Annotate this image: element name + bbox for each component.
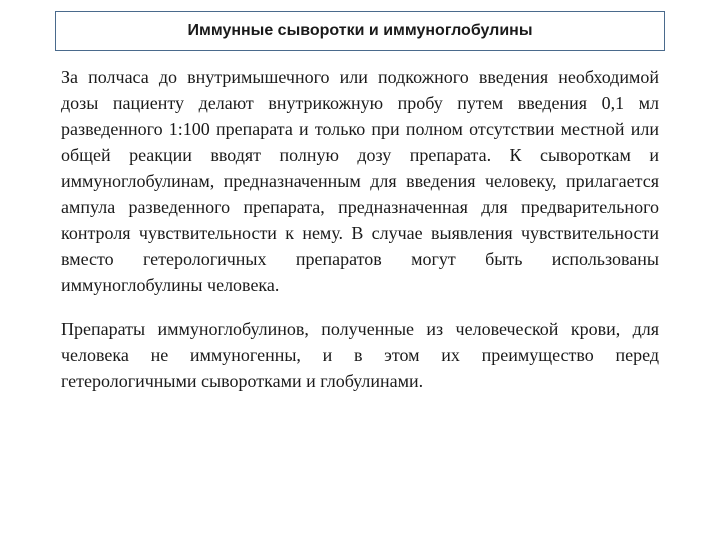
- slide-body: [61, 64, 659, 394]
- slide-title: Иммунные сыворотки и иммуноглобулины: [187, 22, 533, 39]
- slide-title-box: [55, 11, 665, 51]
- paragraph-intradermal-test: За полчаса до внутримышечного или подкожного введения необходимой дозы пациенту делают внутрикожную пробу путем введения 0,1 мл разведенного 1:100 препарата и только при полном отсутствии местной или общей реакции вводят полную дозу препарата. К сывороткам и иммуноглобулинам, предназначенным для введения человеку, прилагается ампула разведенного препарата, предназначенная для предварительного контроля чувствительности к нему. В случае выявления чувствительности вместо гетерологичных препаратов могут быть использованы иммуноглобулины человека.: [61, 67, 659, 295]
- paragraph-immunoglobulins: Препараты иммуноглобулинов, полученные из человеческой крови, для человека не иммуногенны, и в этом их преимущество перед гетерологичными сыворотками и глобулинами.: [61, 319, 659, 391]
